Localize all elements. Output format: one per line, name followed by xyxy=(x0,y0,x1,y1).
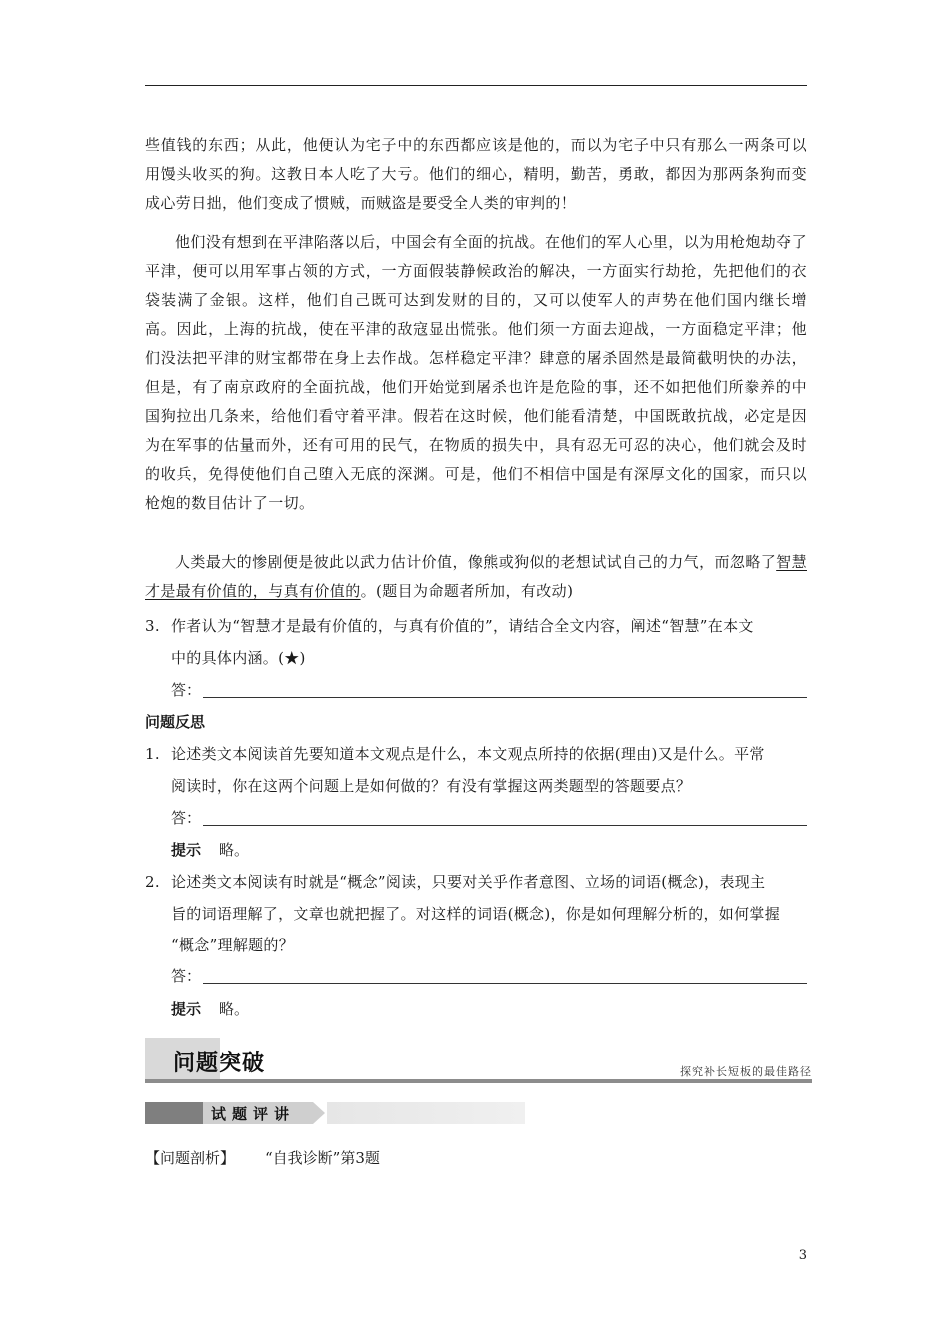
question-text: 中的具体内涵。(★) xyxy=(171,649,306,667)
question-text: 作者认为“智慧才是最有价值的，与真有价值的”，请结合全文内容，阐述“智慧”在本文 xyxy=(171,617,754,635)
subsection-tab xyxy=(145,1102,525,1124)
answer-label: 答： xyxy=(171,967,202,985)
analysis-reference: “自我诊断”第3题 xyxy=(265,1149,380,1167)
answer-blank-line[interactable] xyxy=(203,697,807,698)
reflection-heading: 问题反思 xyxy=(145,713,206,731)
question-text: 论述类文本阅读有时就是“概念”阅读，只要对关乎作者意图、立场的词语(概念)，表现主 xyxy=(171,873,766,891)
section-banner xyxy=(145,1038,812,1084)
banner-title: 问题突破 xyxy=(173,1051,266,1076)
question-text: 旨的词语理解了，文章也就把握了。对这样的词语(概念)，你是如何理解分析的，如何掌握 xyxy=(171,905,781,923)
hint-label: 提示 xyxy=(171,1000,202,1018)
question-text: 阅读时，你在这两个问题上是如何做的？有没有掌握这两类题型的答题要点？ xyxy=(171,777,692,795)
tab-label: 试题评讲 xyxy=(211,1105,296,1123)
passage-paragraph-3 xyxy=(145,548,807,606)
passage-lead: 人类最大的惨剧便是彼此以武力估计价值，像熊或狗似的老想试试自己的力气，而忽略了 xyxy=(175,553,777,571)
tab-arrow-shape xyxy=(313,1102,325,1124)
answer-field[interactable] xyxy=(171,804,807,833)
hint-label: 提示 xyxy=(171,841,202,859)
page-number: 3 xyxy=(798,1248,807,1263)
hint-text: 略。 xyxy=(219,1000,250,1018)
hint-text: 略。 xyxy=(219,841,250,859)
question-number: 3. xyxy=(145,617,160,635)
banner-subtitle: 探究补长短板的最佳路径 xyxy=(680,1065,812,1078)
question-text: “概念”理解题的？ xyxy=(171,936,295,954)
question-number: 2. xyxy=(145,873,160,891)
header-rule xyxy=(145,85,807,86)
underlined-quote: 智慧才是最有价值的，与真有价值的 xyxy=(145,553,807,600)
banner-rule xyxy=(145,1079,812,1083)
question-number: 1. xyxy=(145,745,160,763)
answer-label: 答： xyxy=(171,681,202,699)
analysis-label: 【问题剖析】 xyxy=(145,1149,236,1167)
tab-fade-bar xyxy=(327,1102,525,1124)
problem-analysis xyxy=(145,1144,380,1173)
passage-paragraph-2 xyxy=(145,228,807,518)
source-note: 。(题目为命题者所加，有改动) xyxy=(360,582,574,600)
passage-text: 他们没有想到在平津陷落以后，中国会有全面的抗战。在他们的军人心里，以为用枪炮劫夺了平津，便可以用军事占领的方式，一方面假装静候政治的解决，一方面实行劫抢，先把他们的衣袋装满了金银。这样，他们自己既可达到发财的目的，又可以使军人的声势在他们国内继长增高。因此，上海的抗战，使在平津的敌寇显出慌张。他们须一方面去迎战，一方面稳定平津；他们没法把平津的财宝都带在身上去作战。怎样稳定平津？肆意的屠杀固然是最简截明快的办法，但是，有了南京政府的全面抗战，他们开始觉到屠杀也许是危险的事，还不如把他们所豢养的中国狗拉出几条来，给他们看守着平津。假若在这时候，他们能看清楚，中国既敢抗战，必定是因为在军事的估量而外，还有可用的民气，在物质的损失中，具有忍无可忍的决心，他们就会及时的收兵，免得使他们自己堕入无底的深渊。可是，他们不相信中国是有深厚文化的国家，而只以枪炮的数目估计了一切。 xyxy=(145,233,807,512)
answer-field[interactable] xyxy=(171,962,807,991)
passage-text: 些值钱的东西；从此，他便认为宅子中的东西都应该是他的，而以为宅子中只有那么一两条可以用馒头收买的狗。这教日本人吃了大亏。他们的细心，精明，勤苦，勇敢，都因为那两条狗而变成心劳日拙，他们变成了惯贼，而贼盗是要受全人类的审判的！ xyxy=(145,136,807,212)
answer-field[interactable] xyxy=(171,676,807,705)
passage-text xyxy=(145,548,807,606)
answer-blank-line[interactable] xyxy=(203,825,807,826)
answer-label: 答： xyxy=(171,809,202,827)
answer-blank-line[interactable] xyxy=(203,983,807,984)
tab-dark-block xyxy=(145,1102,203,1124)
hint-row xyxy=(171,995,249,1024)
passage-paragraph-1 xyxy=(145,131,807,218)
hint-row xyxy=(171,836,249,865)
question-text: 论述类文本阅读首先要知道本文观点是什么，本文观点所持的依据(理由)又是什么。平常 xyxy=(171,745,765,763)
